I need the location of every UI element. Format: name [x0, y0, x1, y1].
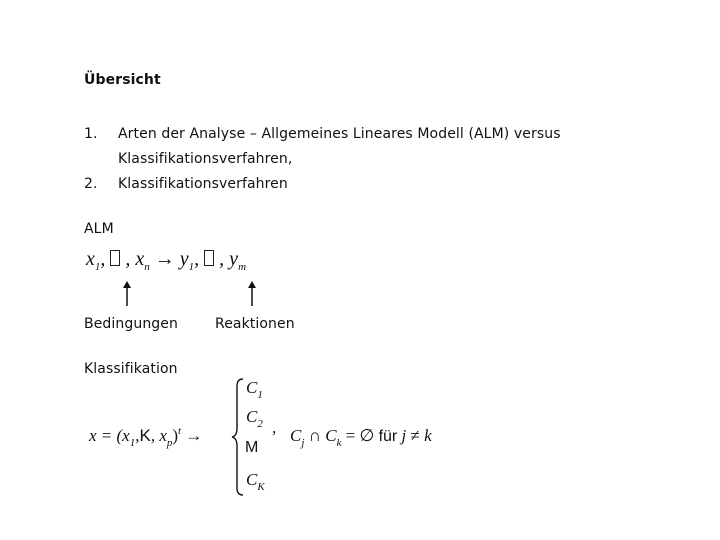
case-ck: $C_K$: [246, 470, 265, 493]
page-title: Übersicht: [84, 72, 161, 88]
left-brace-icon: [231, 378, 245, 496]
list-marker-1: 1.: [84, 126, 98, 142]
up-arrow-icon: [121, 280, 133, 306]
kl-rparen: ): [172, 426, 179, 445]
alm-x-sub: 1: [94, 261, 101, 273]
kl-arrow: →: [185, 426, 203, 445]
list-item-1-line-1: Arten der Analyse – Allgemeines Lineares Modell (ALM) versus: [118, 126, 561, 142]
alm-ym: , y: [219, 248, 239, 270]
missing-glyph-icon: [110, 250, 120, 266]
reaktionen-label: Reaktionen: [215, 316, 295, 332]
case-c1: $C_1$: [246, 378, 263, 401]
alm-xn-sub: n: [144, 261, 150, 273]
alm-comma-1: ,: [100, 248, 106, 270]
alm-y-sub: 1: [188, 261, 195, 273]
alm-label: ALM: [84, 221, 114, 237]
kl-sup-t: t: [178, 425, 182, 437]
klassifikation-label: Klassifikation: [84, 361, 178, 377]
kl-xp-sub: p: [166, 437, 173, 449]
alm-formula: [86, 248, 246, 271]
kl-x1-sub: 1: [129, 437, 136, 449]
case-ellipsis: M: [245, 439, 259, 456]
bedingungen-label: Bedingungen: [84, 316, 178, 332]
case-c2: $C_2$: [246, 407, 263, 430]
kl-lhs: x = (x: [89, 426, 130, 445]
alm-comma-2: ,: [194, 248, 200, 270]
alm-x: x: [86, 248, 95, 270]
kl-K: K: [139, 426, 151, 445]
kl-condition: $C_j$ ∩ $C_k$ = ∅ für j ≠ k: [290, 426, 432, 449]
alm-ym-sub: m: [238, 261, 247, 273]
kl-after-brace: ,: [272, 418, 277, 437]
alm-xn: , x: [125, 248, 145, 270]
alm-arrow: →: [154, 248, 175, 270]
klassifikation-formula: $x = (x_1,K$, $x_p)^t$ →: [89, 425, 203, 449]
list-item-2: Klassifikationsverfahren: [118, 176, 288, 192]
list-item-1-line-2: Klassifikationsverfahren,: [118, 151, 293, 167]
kl-xp: , x: [150, 426, 167, 445]
missing-glyph-icon: [204, 250, 214, 266]
list-marker-2: 2.: [84, 176, 98, 192]
alm-y: y: [179, 248, 189, 270]
up-arrow-icon: [246, 280, 258, 306]
